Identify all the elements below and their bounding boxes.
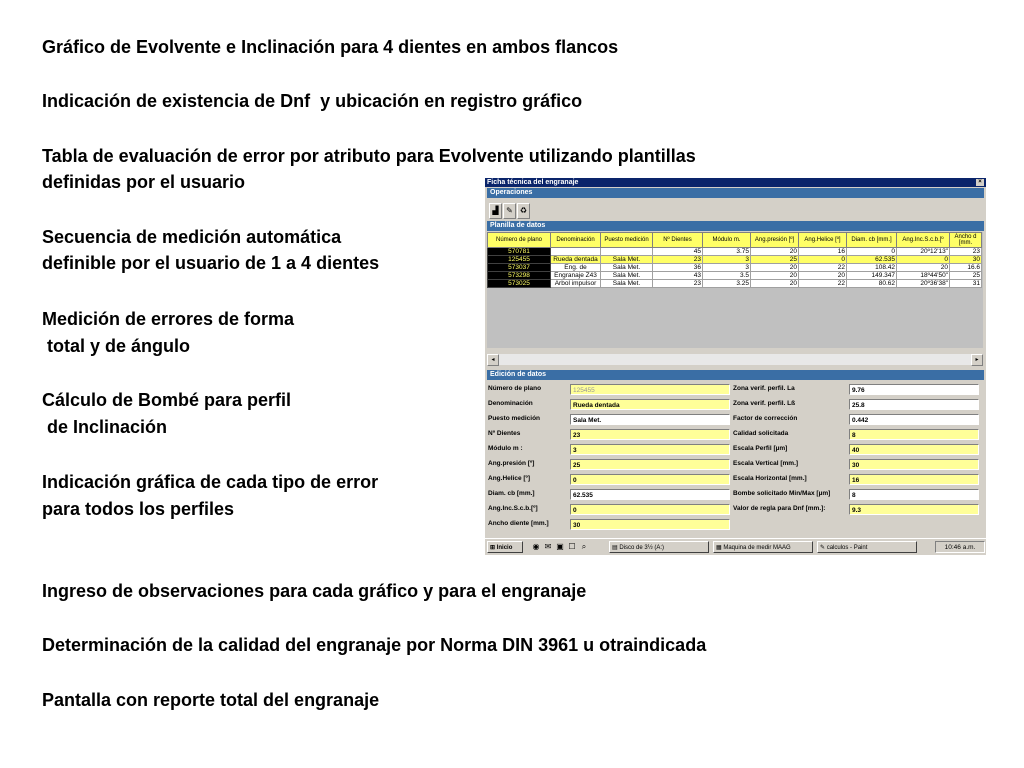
close-icon[interactable]: ×	[976, 179, 984, 186]
grid-header-2[interactable]: Puesto medición	[601, 233, 653, 248]
slide-line-13: Ingreso de observaciones para cada gráfico y para el engranaje	[42, 581, 587, 601]
grid-header-5[interactable]: Ang.presión [º]	[751, 233, 799, 248]
form-field[interactable]: Rueda dentada	[570, 399, 730, 410]
form-field[interactable]: 30	[849, 459, 979, 470]
grid-cell[interactable]: Engranaje Z43	[551, 272, 601, 280]
grid-cell[interactable]: 25	[950, 272, 982, 280]
task-maag[interactable]: ▦ Maquina de medir MAAG	[713, 541, 813, 553]
taskbar	[485, 538, 986, 555]
start-button[interactable]: ⊞ Inicio	[487, 541, 523, 553]
window-title: Ficha técnica del engranaje	[487, 179, 579, 186]
grid-cell[interactable]: 3.5	[703, 272, 751, 280]
grid-cell[interactable]: 573025	[488, 280, 551, 288]
grid-cell[interactable]: 20	[751, 272, 799, 280]
form-label: Nº Dientes	[488, 430, 521, 437]
outlook-icon[interactable]: ✉	[544, 542, 552, 551]
grid-cell[interactable]: Sala Met.	[601, 272, 653, 280]
grid-cell[interactable]: Arbol impulsor	[551, 280, 601, 288]
grid-cell[interactable]: 20	[799, 272, 847, 280]
grid-cell[interactable]: 3	[703, 264, 751, 272]
grid-header-8[interactable]: Ang.Inc.S.c.b.[º	[897, 233, 950, 248]
grid-header-7[interactable]: Diam. cb [mm.]	[847, 233, 897, 248]
form-label: Escala Perfil [µm]	[733, 445, 788, 452]
form-label: Ang.presión [º]	[488, 460, 535, 467]
form-label: Ang.Inc.S.c.b.[º]	[488, 505, 538, 512]
form-field[interactable]: 8	[849, 489, 979, 500]
grid-cell[interactable]: 30	[950, 256, 982, 264]
grid-cell[interactable]: 23	[653, 280, 703, 288]
windows-icon: ⊞	[490, 545, 496, 551]
grid-cell[interactable]: 43	[653, 272, 703, 280]
grid-cell[interactable]: Rueda dentada	[551, 256, 601, 264]
grid-cell[interactable]: 23	[950, 248, 982, 256]
slide-line-6: definible por el usuario de 1 a 4 dientes	[42, 253, 380, 273]
form-label: Número de plano	[488, 385, 542, 392]
window-titlebar	[485, 178, 986, 187]
form-field[interactable]: 9.76	[849, 384, 979, 395]
app-icon: ▦	[716, 545, 722, 551]
slide-line-10: de Inclinación	[42, 417, 168, 437]
form-field[interactable]: 40	[849, 444, 979, 455]
grid-header-6[interactable]: Ang.Helice [º]	[799, 233, 847, 248]
grid-cell[interactable]: 80.62	[847, 280, 897, 288]
grid-cell[interactable]: 570781	[488, 248, 551, 256]
form-field[interactable]: Sala Met.	[570, 414, 730, 425]
grid-cell[interactable]	[551, 248, 601, 256]
slide-line-11: Indicación gráfica de cada tipo de error	[42, 472, 379, 492]
slide-line-14: Determinación de la calidad del engranaje por Norma DIN 3961 u otraindicada	[42, 635, 707, 655]
grid-cell[interactable]: 25	[751, 256, 799, 264]
table-row[interactable]	[488, 248, 982, 256]
task-paint[interactable]: ✎ calculos - Paint	[817, 541, 917, 553]
grid-cell[interactable]: 0	[799, 256, 847, 264]
task-floppy[interactable]: ▤ Disco de 3½ (A:)	[609, 541, 709, 553]
grid-cell[interactable]: 62.535	[847, 256, 897, 264]
grid-cell[interactable]: 22	[799, 280, 847, 288]
grid-cell[interactable]: Sala Met.	[601, 280, 653, 288]
form-label: Bombe solicitado Min/Max [µm]	[733, 490, 831, 497]
grid-cell[interactable]: 18º44'50"	[897, 272, 950, 280]
grid-cell[interactable]: 20	[751, 264, 799, 272]
table-row[interactable]	[488, 272, 982, 280]
form-field[interactable]: 62.535	[570, 489, 730, 500]
ie-icon[interactable]: ◉	[532, 542, 540, 551]
form-field[interactable]: 9.3	[849, 504, 979, 515]
folder-icon[interactable]: ☐	[568, 542, 576, 551]
grid-cell[interactable]: 3.25	[703, 280, 751, 288]
edit-button[interactable]	[503, 203, 516, 219]
grid-cell[interactable]: 149.347	[847, 272, 897, 280]
edit-icon: ✎	[506, 206, 513, 215]
table-row[interactable]	[488, 280, 982, 288]
form-label: Calidad solicitada	[733, 430, 789, 437]
form-label: Ang.Helice [º]	[488, 475, 531, 482]
form-label: Diam. cb [mm.]	[488, 490, 535, 497]
form-label: Escala Horizontal [mm.]	[733, 475, 807, 482]
grid-cell[interactable]: 125455	[488, 256, 551, 264]
grid-table	[487, 232, 982, 288]
grid-cell[interactable]: 3	[703, 256, 751, 264]
grid-cell[interactable]: 0	[847, 248, 897, 256]
slide-line-1: Gráfico de Evolvente e Inclinación para 4 dientes en ambos flancos	[42, 37, 619, 57]
slide-line-2: Indicación de existencia de Dnf y ubicación en registro gráfico	[42, 91, 583, 111]
grid-cell[interactable]: 20	[751, 280, 799, 288]
form-label: Escala Vertical [mm.]	[733, 460, 799, 467]
form-field[interactable]: 3	[570, 444, 730, 455]
delete-icon: ♻	[519, 206, 528, 215]
horizontal-scrollbar[interactable]	[487, 354, 983, 365]
grid-cell[interactable]: 31	[950, 280, 982, 288]
grid-cell[interactable]: 22	[799, 264, 847, 272]
grid-cell[interactable]: 16	[799, 248, 847, 256]
form-field[interactable]: 8	[849, 429, 979, 440]
form-label: Puesto medición	[488, 415, 541, 422]
search-icon[interactable]: ⌕	[581, 542, 587, 551]
slide-line-3: Tabla de evaluación de error por atributo para Evolvente utilizando plantillas	[42, 146, 696, 166]
grid-cell[interactable]: 20	[897, 264, 950, 272]
grid-cell[interactable]	[601, 248, 653, 256]
save-icon: ▟	[492, 206, 499, 215]
scroll-right-icon[interactable]: ▸	[971, 354, 983, 366]
grid-cell[interactable]: 20º36'38"	[897, 280, 950, 288]
form-label: Denominación	[488, 400, 533, 407]
table-row[interactable]	[488, 256, 982, 264]
slide-line-4: definidas por el usuario	[42, 172, 246, 192]
planilla-header: Planilla de datos	[487, 221, 984, 231]
form-field[interactable]: 0	[570, 504, 730, 515]
app-screenshot	[485, 178, 986, 555]
grid-cell[interactable]: 3.75	[703, 248, 751, 256]
grid-cell[interactable]: Sala Met.	[601, 256, 653, 264]
form-label: Ancho diente [mm.]	[488, 520, 549, 527]
edicion-header: Edición de datos	[487, 370, 984, 380]
slide-line-5: Secuencia de medición automática	[42, 227, 342, 247]
system-clock: 10:46 a.m.	[935, 541, 985, 553]
save-button[interactable]	[489, 203, 502, 219]
grid-cell[interactable]: Sala Met.	[601, 264, 653, 272]
slide-line-12: para todos los perfiles	[42, 499, 235, 519]
form-field[interactable]: 23	[570, 429, 730, 440]
slide-line-7: Medición de errores de forma	[42, 309, 295, 329]
grid-cell[interactable]: 20º12'13"	[897, 248, 950, 256]
form-field[interactable]: 30	[570, 519, 730, 530]
form-label: Zona verif. perfil. Lß	[733, 400, 796, 407]
grid-cell[interactable]: 23	[653, 256, 703, 264]
form-field[interactable]: 25.8	[849, 399, 979, 410]
floppy-icon: ▤	[612, 545, 618, 551]
form-label: Módulo m :	[488, 445, 523, 452]
form-field[interactable]: 16	[849, 474, 979, 485]
grid-cell[interactable]: 0	[897, 256, 950, 264]
form-label: Valor de regla para Dnf [mm.]:	[733, 505, 826, 512]
data-grid[interactable]	[487, 232, 983, 348]
desktop-icon[interactable]: ▣	[556, 542, 564, 551]
grid-cell[interactable]: Eng. de	[551, 264, 601, 272]
grid-header-0[interactable]: Número de plano	[488, 233, 551, 248]
grid-header-4[interactable]: Módulo m.	[703, 233, 751, 248]
grid-cell[interactable]: 108.42	[847, 264, 897, 272]
slide-line-8: total y de ángulo	[42, 336, 191, 356]
paint-icon: ✎	[820, 545, 826, 551]
form-label: Zona verif. perfil. La	[733, 385, 795, 392]
grid-cell[interactable]: 573298	[488, 272, 551, 280]
slide-line-9: Cálculo de Bombé para perfil	[42, 390, 292, 410]
grid-header-9[interactable]: Ancho d [mm.	[950, 233, 982, 248]
form-field[interactable]: 0	[570, 474, 730, 485]
form-field[interactable]: 25	[570, 459, 730, 470]
grid-header-1[interactable]: Denominación	[551, 233, 601, 248]
table-row[interactable]	[488, 264, 982, 272]
scroll-left-icon[interactable]: ◂	[487, 354, 499, 366]
form-label: Factor de corrección	[733, 415, 798, 422]
form-field[interactable]: 0.442	[849, 414, 979, 425]
grid-cell[interactable]: 20	[751, 248, 799, 256]
grid-cell[interactable]: 573037	[488, 264, 551, 272]
delete-button[interactable]	[517, 203, 530, 219]
operations-header: Operaciones	[487, 188, 984, 198]
grid-cell[interactable]: 16.6	[950, 264, 982, 272]
form-field[interactable]: 125455	[570, 384, 730, 395]
grid-cell[interactable]: 45	[653, 248, 703, 256]
grid-header-3[interactable]: Nº Dientes	[653, 233, 703, 248]
grid-cell[interactable]: 36	[653, 264, 703, 272]
slide-line-15: Pantalla con reporte total del engranaje	[42, 690, 380, 710]
